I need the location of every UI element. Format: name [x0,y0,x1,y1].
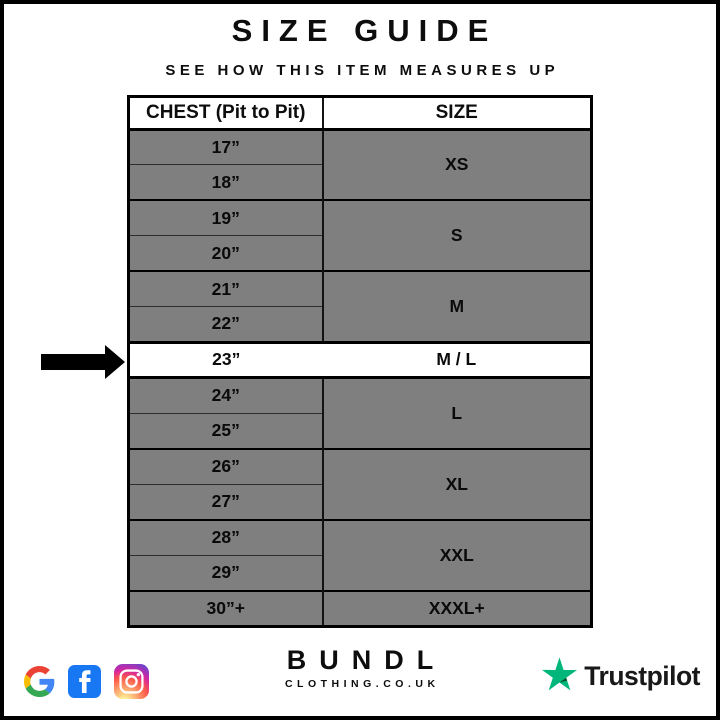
size-cell: XXXL+ [323,591,592,627]
table-row [129,591,592,627]
chest-cell: 22” [129,307,323,343]
chest-cell: 25” [129,413,323,449]
arrow-head [105,345,125,379]
page-title: SIZE GUIDE [231,13,498,48]
size-cell: XL [323,449,592,520]
size-table [127,95,593,628]
brand-domain: CLOTHING.CO.UK [284,678,440,690]
column-header-size: SIZE [323,96,592,129]
trustpilot-star-icon [542,657,577,696]
size-cell: M [323,271,592,342]
chest-cell: 30”+ [129,591,323,627]
highlighted-table-row [129,342,592,378]
size-cell: S [323,200,592,271]
instagram-icon[interactable] [114,664,149,699]
table-row [129,200,592,236]
chest-cell: 21” [129,271,323,307]
highlight-arrow-icon [41,345,125,379]
page-subtitle: SEE HOW THIS ITEM MEASURES UP [165,61,560,79]
table-header-row [129,96,592,129]
chest-cell: 28” [129,520,323,556]
chest-cell: 18” [129,165,323,201]
chest-cell: 24” [129,378,323,414]
size-cell: XXL [323,520,592,591]
table-row [129,129,592,165]
size-cell: XS [323,129,592,200]
chest-cell-highlighted: 23” [129,342,323,378]
table-row [129,271,592,307]
table-row [129,520,592,556]
trustpilot-logo[interactable] [542,657,700,696]
chest-cell: 27” [129,484,323,520]
size-cell: L [323,378,592,449]
chest-cell: 20” [129,236,323,272]
facebook-icon[interactable] [68,665,101,698]
table-row [129,449,592,485]
social-icons [24,664,149,699]
column-header-chest: CHEST (Pit to Pit) [129,96,323,129]
chest-cell: 26” [129,449,323,485]
arrow-shaft [41,354,106,370]
google-icon[interactable] [24,666,55,697]
trustpilot-label: Trustpilot [584,661,700,691]
size-cell-highlighted: M / L [323,342,592,378]
chest-cell: 29” [129,555,323,591]
chest-cell: 17” [129,129,323,165]
brand-logo [284,645,447,690]
chest-cell: 19” [129,200,323,236]
table-row [129,378,592,414]
brand-name: BUNDL [286,645,447,676]
